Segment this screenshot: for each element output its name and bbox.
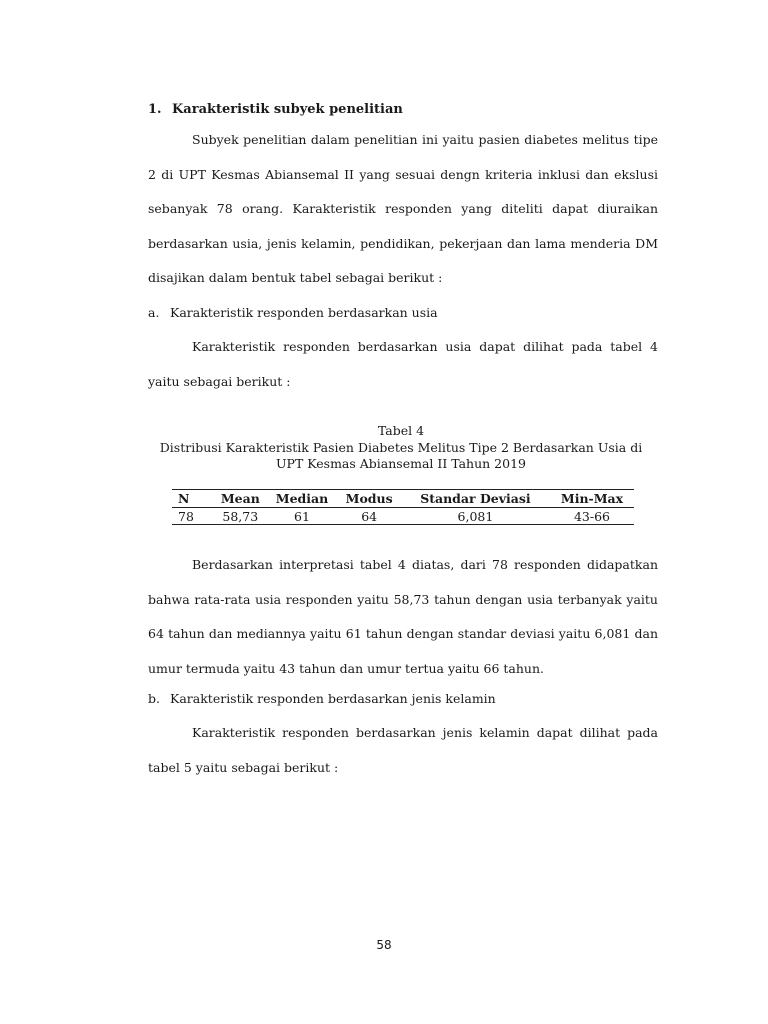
table-header-row [172,490,634,508]
table-caption [148,423,654,473]
subheading-a [148,305,438,320]
intro-paragraph: Subyek penelitian dalam penelitian ini yaitu pasien diabetes melitus tipe 2 di UPT Kesmas Abiansemal II yang sesuai dengn kriteria inklusi dan ekslusi sebanyak 78 orang. Karakteristik responden yang diteliti dapat diuraikan berdasarkan usia, jenis kelamin, pendidikan, pekerjaan dan lama menderia DM disajikan dalam bentuk tabel sebagai berikut : [148,132,658,285]
column-header-modus: Modus [337,490,400,508]
column-header-std-dev: Standar Deviasi [401,490,550,508]
column-header-n: N [172,490,214,508]
subheading-b-label: b. [148,691,160,706]
page-number: 58 [376,938,392,952]
cell-mean: 58,73 [214,508,267,525]
table-caption-title-line1: Distribusi Karakteristik Pasien Diabetes Melitus Tipe 2 Berdasarkan Usia di [159,439,643,455]
section-number: 1. [148,102,162,117]
interpretation-paragraph: Berdasarkan interpretasi tabel 4 diatas, dari 78 responden didapatkan bahwa rata-rata usia responden yaitu 58,73 tahun dengan usia terbanyak yaitu 64 tahun dan mediannya yaitu 61 tahun dengan standar deviasi yaitu 6,081 dan umur termuda yaitu 43 tahun dan umur tertua yaitu 66 tahun. [148,557,658,676]
cell-min-max: 43-66 [550,508,634,525]
section-heading [148,102,403,117]
table-row [172,508,634,525]
subheading-b-title: Karakteristik responden berdasarkan jenis kelamin [170,691,496,706]
age-statistics-table [172,489,634,525]
subheading-a-label: a. [148,305,160,320]
cell-modus: 64 [337,508,400,525]
subheading-b [148,691,496,706]
subheading-a-title: Karakteristik responden berdasarkan usia [170,305,438,320]
cell-median: 61 [267,508,338,525]
subheading-a-paragraph: Karakteristik responden berdasarkan usia dapat dilihat pada tabel 4 yaitu sebagai berikut : [148,339,658,389]
column-header-mean: Mean [214,490,267,508]
section-title: Karakteristik subyek penelitian [172,102,403,117]
table-caption-number: Tabel 4 [377,423,425,438]
cell-std-dev: 6,081 [401,508,550,525]
table-caption-title-line2: UPT Kesmas Abiansemal II Tahun 2019 [276,456,526,471]
column-header-median: Median [267,490,338,508]
subheading-b-paragraph: Karakteristik responden berdasarkan jenis kelamin dapat dilihat pada tabel 5 yaitu sebagai berikut : [148,725,658,775]
column-header-min-max: Min-Max [550,490,634,508]
cell-n: 78 [172,508,214,525]
